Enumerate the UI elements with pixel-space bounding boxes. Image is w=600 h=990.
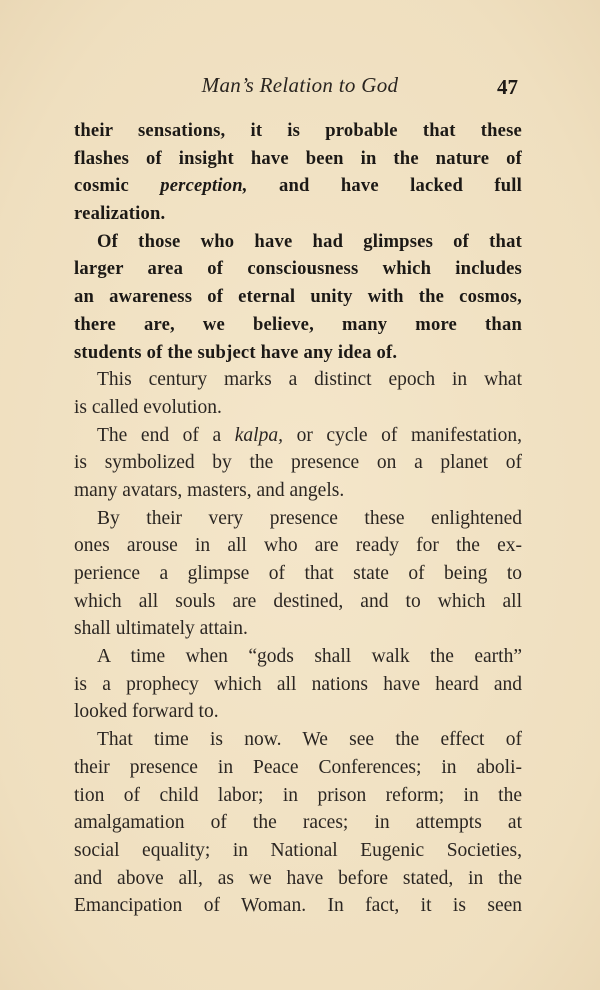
text-line: [74, 228, 522, 256]
text-line: [74, 698, 522, 726]
italic-term: perception,: [160, 175, 248, 197]
paragraph: [74, 422, 522, 505]
body-text: [74, 117, 522, 920]
text-segment: larger area of consciousness which includes: [74, 258, 522, 280]
text-segment: A time when “gods shall walk the earth”: [97, 646, 522, 668]
text-line: [74, 726, 522, 754]
text-line: [74, 339, 522, 367]
paragraph: [74, 643, 522, 726]
text-segment: flashes of insight have been in the nature of: [74, 147, 522, 169]
paragraph: [74, 726, 522, 920]
chapter-title: Man’s Relation to God: [201, 73, 399, 97]
text-line: [74, 505, 522, 533]
text-line: [74, 117, 522, 145]
text-segment: there are, we believe, many more than: [74, 313, 522, 335]
text-line: [74, 145, 522, 173]
text-line: [74, 588, 522, 616]
text-segment: looked forward to.: [74, 701, 219, 723]
text-segment: By their very presence these enlightened: [97, 507, 522, 529]
text-segment: cosmic: [74, 175, 161, 197]
text-segment: The end of a: [97, 424, 235, 446]
text-line: [74, 255, 522, 283]
page-number: 47: [497, 75, 518, 99]
text-segment: This century marks a distinct epoch in what: [97, 369, 522, 391]
text-line: [74, 449, 522, 477]
paragraph: [74, 117, 522, 228]
text-line: [74, 782, 522, 810]
text-line: [74, 615, 522, 643]
text-line: [74, 172, 522, 200]
text-line: [74, 643, 522, 671]
paragraph: [74, 505, 522, 643]
text-line: [74, 754, 522, 782]
text-segment: is called evolution.: [74, 396, 222, 418]
text-line: [74, 560, 522, 588]
text-segment: Emancipation of Woman. In fact, it is seen: [74, 895, 522, 917]
text-segment: amalgamation of the races; in attempts at: [74, 812, 522, 834]
text-segment: students of the subject have any idea of.: [74, 341, 398, 363]
text-segment: perience a glimpse of that state of being to: [74, 563, 522, 584]
text-segment: ones arouse in all who are ready for the ex-: [74, 535, 522, 557]
text-segment: shall ultimately attain.: [74, 618, 248, 640]
text-segment: many avatars, masters, and angels.: [74, 479, 345, 501]
text-segment: which all souls are destined, and to which all: [74, 590, 522, 612]
text-line: [74, 422, 522, 450]
text-segment: and have lacked full: [247, 175, 522, 197]
text-segment: or cycle of manifestation,: [282, 424, 522, 446]
text-line: [74, 200, 522, 228]
paragraph: [74, 366, 522, 421]
text-line: [74, 283, 522, 311]
text-segment: and above all, as we have before stated, in the: [74, 867, 522, 889]
text-line: [74, 477, 522, 505]
paragraph: [74, 228, 522, 366]
italic-term: kalpa,: [234, 424, 283, 446]
text-segment: an awareness of eternal unity with the cosmos,: [74, 286, 522, 308]
text-segment: their presence in Peace Conferences; in aboli-: [74, 756, 522, 778]
text-line: [74, 366, 522, 394]
text-line: [74, 671, 522, 699]
text-line: [74, 394, 522, 422]
running-head: [0, 73, 600, 101]
text-line: [74, 532, 522, 560]
text-segment: is a prophecy which all nations have heard and: [74, 673, 522, 695]
text-line: [74, 865, 522, 893]
text-segment: social equality; in National Eugenic Societies,: [74, 839, 522, 861]
text-line: [74, 809, 522, 837]
text-segment: That time is now. We see the effect of: [97, 729, 522, 751]
text-segment: realization.: [74, 203, 166, 225]
text-line: [74, 892, 522, 920]
text-segment: their sensations, it is probable that these: [74, 120, 522, 141]
text-line: [74, 837, 522, 865]
text-line: [74, 311, 522, 339]
text-segment: is symbolized by the presence on a planet of: [74, 452, 522, 474]
text-segment: tion of child labor; in prison reform; in the: [74, 784, 522, 806]
text-segment: Of those who have had glimpses of that: [97, 230, 522, 252]
